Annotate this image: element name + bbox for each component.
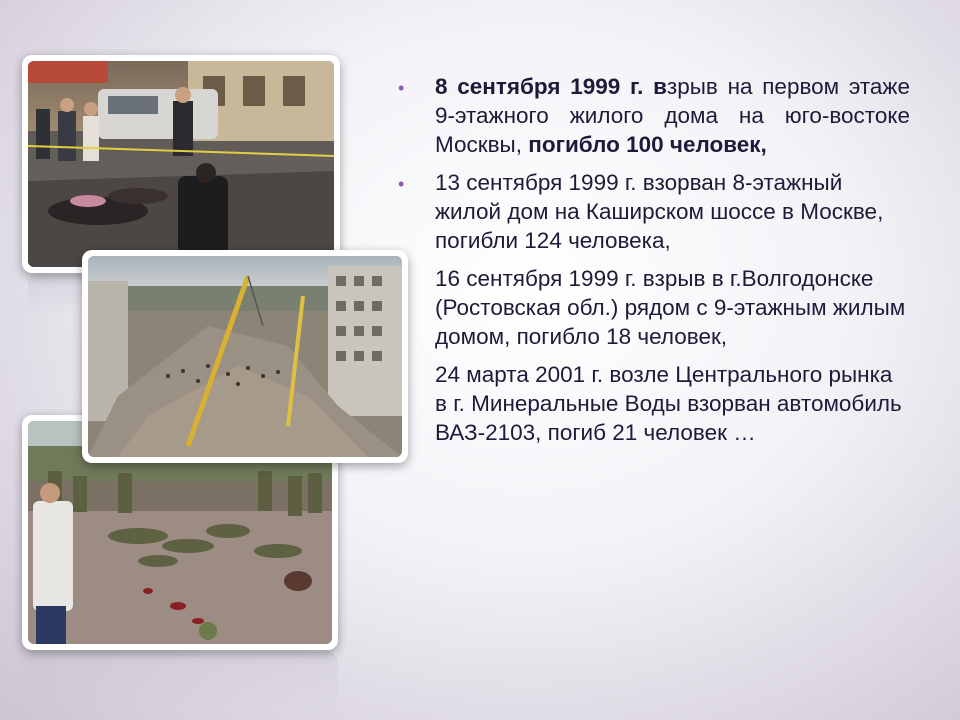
list-item [398, 72, 910, 159]
event-list [398, 72, 910, 447]
bullet-icon: • [398, 78, 405, 98]
event-text: 13 сентября 1999 г. взорван 8-этажный жилой дом на Каширском шоссе в Москве, погибли 124 человека, [435, 170, 884, 253]
text-area [398, 72, 910, 456]
event-text: 16 сентября 1999 г. взрыв в г.Волгодонске (Ростовская обл.) рядом с 9-этажным жилым домом, погибло 18 человек, [435, 266, 906, 349]
collapsed-building-image [88, 256, 402, 457]
bullet-icon: • [398, 174, 405, 194]
event-text: зрыв на первом этаже 9-этажного жилого дома на юго-востоке Москвы, [435, 74, 910, 157]
collapsed-building-photo [82, 250, 408, 463]
list-item [398, 168, 910, 255]
event-date-bold: 8 сентября 1999 г. в [435, 74, 667, 99]
photo-reflection [28, 274, 88, 314]
street-explosion-photo [22, 55, 340, 273]
list-item [398, 264, 910, 351]
event-casualties-bold: погибло 100 человек, [528, 132, 767, 157]
photo-reflection [22, 652, 338, 712]
list-item [398, 360, 910, 447]
street-explosion-image [28, 61, 334, 267]
event-text: 24 марта 2001 г. возле Центрального рынка в г. Минеральные Воды взорван автомобиль ВАЗ-2103, погиб 21 человек … [435, 362, 902, 445]
